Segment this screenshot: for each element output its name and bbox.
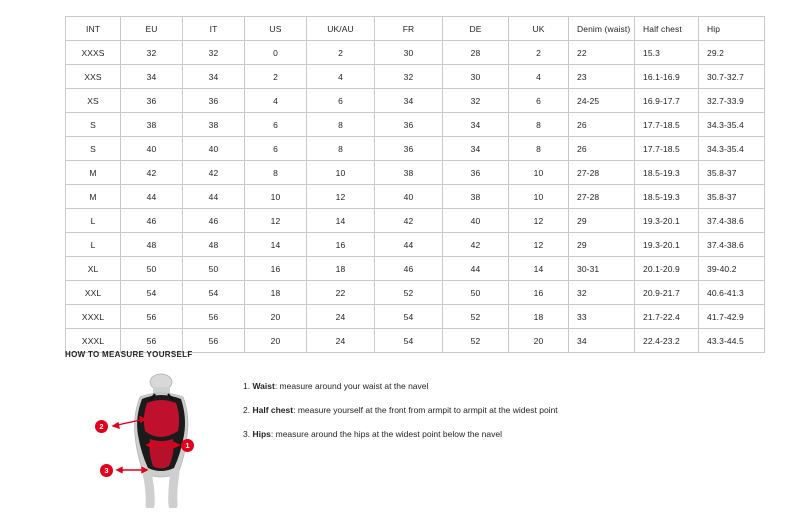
cell-int: XL [66, 257, 121, 281]
cell-eu: 42 [121, 161, 183, 185]
cell-denim-waist: 32 [569, 281, 635, 305]
cell-half-chest: 18.5-19.3 [635, 161, 699, 185]
column-header-us: US [245, 17, 307, 41]
cell-denim-waist: 29 [569, 233, 635, 257]
cell-us: 0 [245, 41, 307, 65]
cell-int: XXL [66, 281, 121, 305]
cell-hip: 34.3-35.4 [699, 113, 765, 137]
cell-uk-au: 18 [307, 257, 375, 281]
table-row [66, 137, 765, 161]
cell-uk-au: 8 [307, 113, 375, 137]
cell-it: 56 [183, 329, 245, 353]
cell-denim-waist: 27-28 [569, 161, 635, 185]
cell-us: 18 [245, 281, 307, 305]
how-to-measure-section [65, 350, 745, 508]
cell-us: 6 [245, 113, 307, 137]
cell-denim-waist: 29 [569, 209, 635, 233]
column-header-eu: EU [121, 17, 183, 41]
cell-fr: 32 [375, 65, 443, 89]
cell-hip: 37.4-38.6 [699, 233, 765, 257]
cell-half-chest: 19.3-20.1 [635, 233, 699, 257]
size-chart-table [65, 16, 765, 353]
measure-note-label: Waist [252, 381, 275, 391]
cell-fr: 34 [375, 89, 443, 113]
cell-eu: 50 [121, 257, 183, 281]
cell-uk: 10 [509, 185, 569, 209]
column-header-fr: FR [375, 17, 443, 41]
cell-denim-waist: 24-25 [569, 89, 635, 113]
cell-hip: 34.3-35.4 [699, 137, 765, 161]
cell-it: 44 [183, 185, 245, 209]
cell-eu: 48 [121, 233, 183, 257]
size-chart-table-wrapper [65, 16, 744, 353]
cell-uk-au: 8 [307, 137, 375, 161]
cell-fr: 52 [375, 281, 443, 305]
cell-hip: 35.8-37 [699, 161, 765, 185]
cell-denim-waist: 30-31 [569, 257, 635, 281]
cell-denim-waist: 26 [569, 137, 635, 161]
cell-hip: 37.4-38.6 [699, 209, 765, 233]
cell-it: 36 [183, 89, 245, 113]
cell-hip: 29.2 [699, 41, 765, 65]
cell-hip: 43.3-44.5 [699, 329, 765, 353]
column-header-half-chest: Half chest [635, 17, 699, 41]
cell-denim-waist: 33 [569, 305, 635, 329]
table-row [66, 257, 765, 281]
table-row [66, 161, 765, 185]
cell-us: 8 [245, 161, 307, 185]
cell-fr: 42 [375, 209, 443, 233]
cell-de: 34 [443, 137, 509, 161]
cell-uk-au: 4 [307, 65, 375, 89]
cell-fr: 38 [375, 161, 443, 185]
cell-uk: 10 [509, 161, 569, 185]
cell-eu: 54 [121, 281, 183, 305]
cell-it: 56 [183, 305, 245, 329]
cell-us: 10 [245, 185, 307, 209]
cell-int: S [66, 137, 121, 161]
cell-uk: 14 [509, 257, 569, 281]
measure-badge-2: 2 [95, 420, 108, 433]
cell-hip: 35.8-37 [699, 185, 765, 209]
cell-it: 40 [183, 137, 245, 161]
measure-note-label: Half chest [252, 405, 294, 416]
cell-us: 14 [245, 233, 307, 257]
how-to-measure-body [65, 373, 745, 508]
measure-note-half-chest [243, 405, 745, 416]
cell-de: 44 [443, 257, 509, 281]
cell-eu: 38 [121, 113, 183, 137]
measure-note-number: 2. [243, 405, 251, 416]
cell-it: 42 [183, 161, 245, 185]
cell-eu: 34 [121, 65, 183, 89]
cell-int: L [66, 209, 121, 233]
cell-de: 28 [443, 41, 509, 65]
cell-us: 20 [245, 329, 307, 353]
cell-fr: 36 [375, 113, 443, 137]
cell-uk-au: 2 [307, 41, 375, 65]
measure-note-text: : measure yourself at the front from armpit to armpit at the widest point [293, 405, 558, 416]
cell-uk-au: 24 [307, 329, 375, 353]
cell-de: 50 [443, 281, 509, 305]
measure-note-waist [243, 381, 745, 392]
table-row [66, 65, 765, 89]
cell-int: XXXL [66, 305, 121, 329]
cell-de: 52 [443, 329, 509, 353]
cell-half-chest: 17.7-18.5 [635, 113, 699, 137]
cell-hip: 32.7-33.9 [699, 89, 765, 113]
cell-uk: 12 [509, 233, 569, 257]
cell-uk-au: 22 [307, 281, 375, 305]
table-header-row [66, 17, 765, 41]
cell-uk-au: 14 [307, 209, 375, 233]
cell-int: XXS [66, 65, 121, 89]
table-row [66, 41, 765, 65]
cell-int: S [66, 113, 121, 137]
cell-denim-waist: 27-28 [569, 185, 635, 209]
cell-half-chest: 16.1-16.9 [635, 65, 699, 89]
cell-hip: 39-40.2 [699, 257, 765, 281]
cell-uk-au: 12 [307, 185, 375, 209]
column-header-uk-au: UK/AU [307, 17, 375, 41]
cell-de: 36 [443, 161, 509, 185]
cell-uk-au: 24 [307, 305, 375, 329]
table-row [66, 89, 765, 113]
cell-it: 32 [183, 41, 245, 65]
cell-fr: 46 [375, 257, 443, 281]
cell-it: 38 [183, 113, 245, 137]
cell-eu: 44 [121, 185, 183, 209]
cell-hip: 41.7-42.9 [699, 305, 765, 329]
cell-uk: 4 [509, 65, 569, 89]
cell-eu: 36 [121, 89, 183, 113]
cell-fr: 54 [375, 329, 443, 353]
cell-us: 4 [245, 89, 307, 113]
cell-int: XS [66, 89, 121, 113]
measure-note-hips [243, 429, 745, 440]
cell-half-chest: 22.4-23.2 [635, 329, 699, 353]
cell-uk: 20 [509, 329, 569, 353]
column-header-uk: UK [509, 17, 569, 41]
measure-note-number: 3. [243, 429, 251, 440]
cell-eu: 56 [121, 305, 183, 329]
cell-uk: 16 [509, 281, 569, 305]
cell-denim-waist: 26 [569, 113, 635, 137]
cell-uk: 18 [509, 305, 569, 329]
cell-de: 32 [443, 89, 509, 113]
cell-fr: 36 [375, 137, 443, 161]
cell-eu: 46 [121, 209, 183, 233]
cell-half-chest: 20.9-21.7 [635, 281, 699, 305]
cell-uk: 12 [509, 209, 569, 233]
cell-int: XXXS [66, 41, 121, 65]
cell-denim-waist: 23 [569, 65, 635, 89]
cell-uk-au: 6 [307, 89, 375, 113]
cell-hip: 30.7-32.7 [699, 65, 765, 89]
mannequin-illustration [95, 373, 225, 508]
cell-half-chest: 15.3 [635, 41, 699, 65]
cell-fr: 54 [375, 305, 443, 329]
column-header-de: DE [443, 17, 509, 41]
table-row [66, 233, 765, 257]
cell-denim-waist: 34 [569, 329, 635, 353]
measure-badge-1: 1 [181, 439, 194, 452]
mannequin-figure [95, 373, 225, 508]
column-header-denim-waist: Denim (waist) [569, 17, 635, 41]
cell-half-chest: 16.9-17.7 [635, 89, 699, 113]
how-to-measure-title: HOW TO MEASURE YOURSELF [65, 350, 193, 359]
column-header-it: IT [183, 17, 245, 41]
cell-uk: 8 [509, 137, 569, 161]
cell-uk: 2 [509, 41, 569, 65]
cell-half-chest: 19.3-20.1 [635, 209, 699, 233]
cell-half-chest: 17.7-18.5 [635, 137, 699, 161]
measure-note-text: : measure around the hips at the widest point below the navel [270, 429, 502, 440]
cell-it: 50 [183, 257, 245, 281]
cell-denim-waist: 22 [569, 41, 635, 65]
cell-it: 48 [183, 233, 245, 257]
table-row [66, 305, 765, 329]
cell-half-chest: 20.1-20.9 [635, 257, 699, 281]
cell-de: 38 [443, 185, 509, 209]
cell-half-chest: 21.7-22.4 [635, 305, 699, 329]
measure-notes-list [243, 381, 745, 453]
cell-it: 54 [183, 281, 245, 305]
cell-de: 30 [443, 65, 509, 89]
cell-eu: 56 [121, 329, 183, 353]
cell-us: 6 [245, 137, 307, 161]
cell-de: 40 [443, 209, 509, 233]
cell-eu: 32 [121, 41, 183, 65]
cell-fr: 44 [375, 233, 443, 257]
cell-uk: 6 [509, 89, 569, 113]
column-header-int: INT [66, 17, 121, 41]
cell-de: 52 [443, 305, 509, 329]
table-header [66, 17, 765, 41]
measure-note-number: 1. [243, 381, 251, 391]
cell-uk: 8 [509, 113, 569, 137]
cell-de: 42 [443, 233, 509, 257]
cell-int: M [66, 161, 121, 185]
cell-int: M [66, 185, 121, 209]
cell-half-chest: 18.5-19.3 [635, 185, 699, 209]
table-row [66, 281, 765, 305]
cell-fr: 40 [375, 185, 443, 209]
table-row [66, 329, 765, 353]
cell-it: 34 [183, 65, 245, 89]
table-body [66, 41, 765, 353]
cell-fr: 30 [375, 41, 443, 65]
cell-eu: 40 [121, 137, 183, 161]
cell-uk-au: 10 [307, 161, 375, 185]
measure-note-text: : measure around your waist at the navel [274, 381, 429, 391]
table-row [66, 185, 765, 209]
table-row [66, 209, 765, 233]
measure-note-label: Hips [252, 429, 271, 440]
cell-int: L [66, 233, 121, 257]
cell-de: 34 [443, 113, 509, 137]
measure-badge-3: 3 [100, 464, 113, 477]
column-header-hip: Hip [699, 17, 765, 41]
cell-it: 46 [183, 209, 245, 233]
cell-hip: 40.6-41.3 [699, 281, 765, 305]
cell-uk-au: 16 [307, 233, 375, 257]
cell-int: XXXL [66, 329, 121, 353]
cell-us: 20 [245, 305, 307, 329]
cell-us: 2 [245, 65, 307, 89]
cell-us: 12 [245, 209, 307, 233]
table-row [66, 113, 765, 137]
cell-us: 16 [245, 257, 307, 281]
